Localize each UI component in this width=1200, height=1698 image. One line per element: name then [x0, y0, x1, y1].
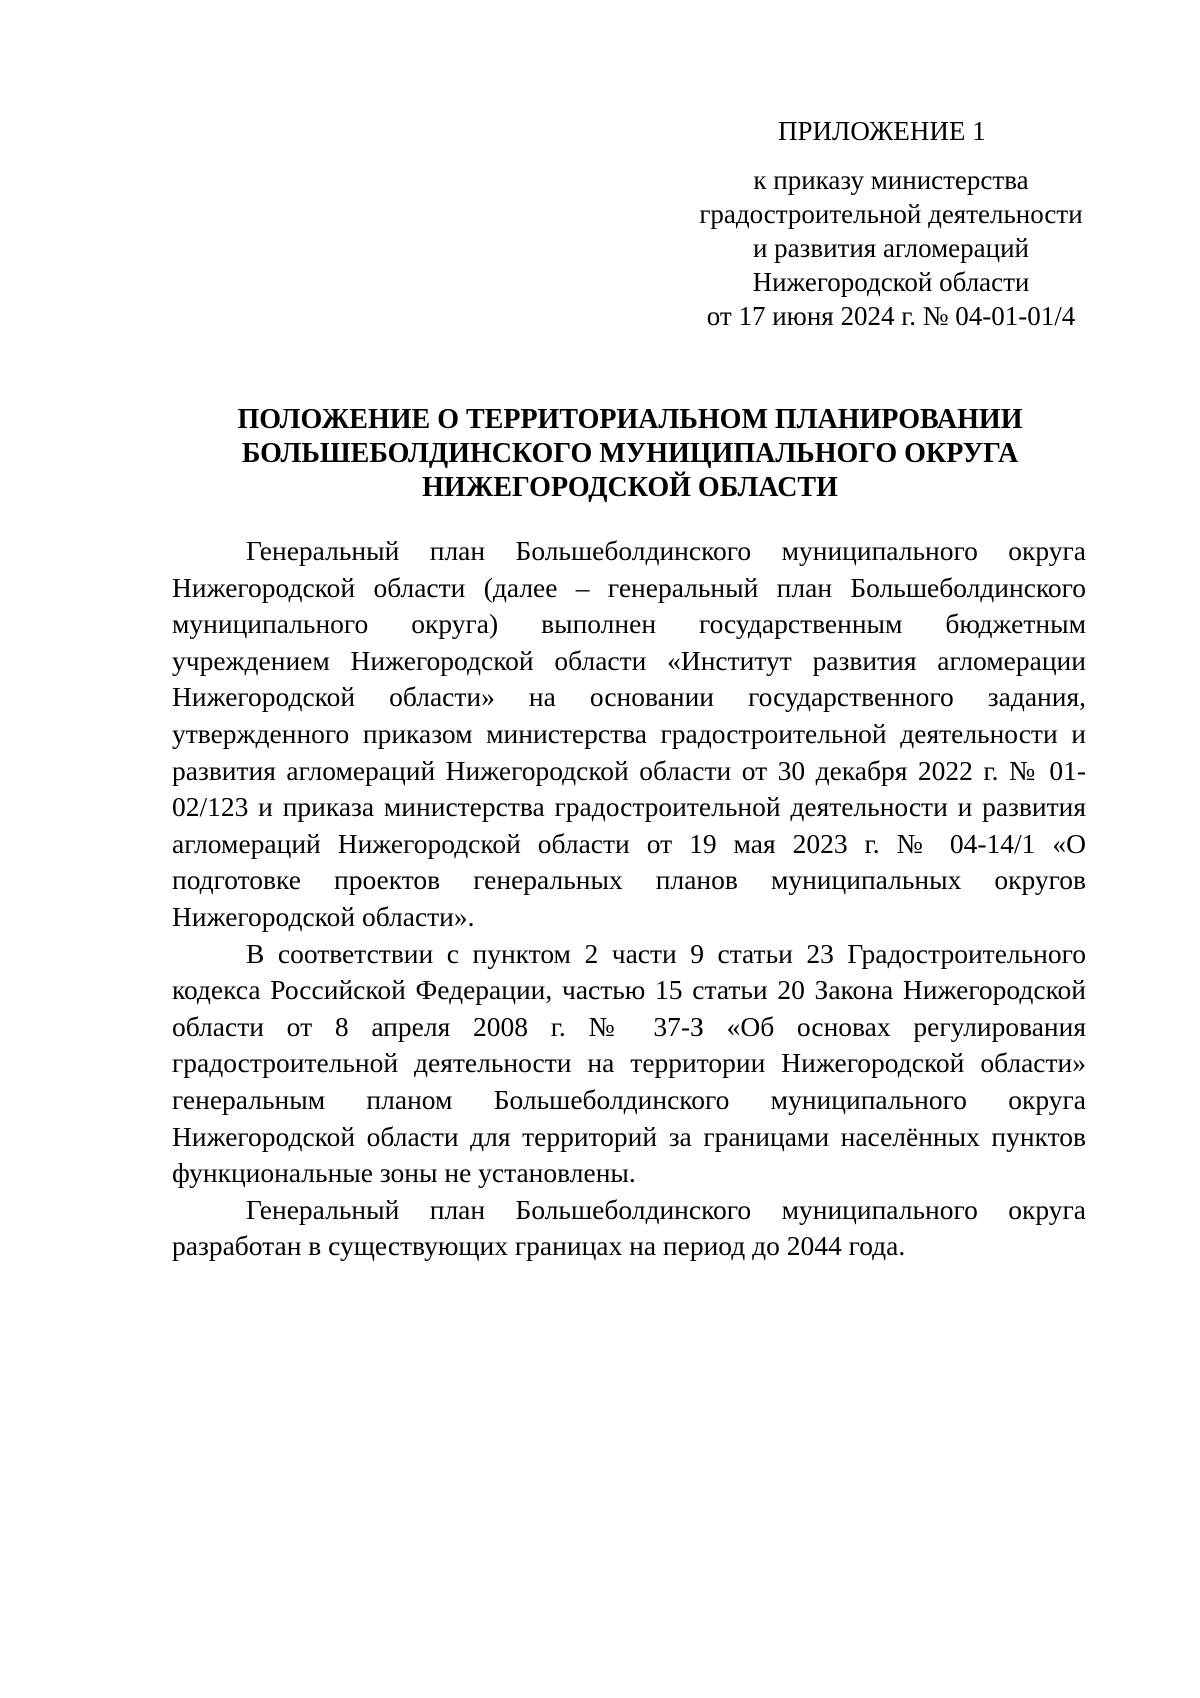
appendix-ref-line: Нижегородской области: [752, 267, 1030, 297]
document-title-line: БОЛЬШЕБОЛДИНСКОГО МУНИЦИПАЛЬНОГО ОКРУГА: [241, 438, 1019, 469]
appendix-reference: [676, 163, 1106, 333]
appendix-title: ПРИЛОЖЕНИЕ 1: [778, 116, 986, 146]
document-title: [170, 403, 1090, 505]
document-title-line: ПОЛОЖЕНИЕ О ТЕРРИТОРИАЛЬНОМ ПЛАНИРОВАНИИ: [237, 404, 1023, 435]
document-title-line: НИЖЕГОРОДСКОЙ ОБЛАСТИ: [422, 472, 838, 503]
body-paragraph: В соответствии с пунктом 2 части 9 статьи 23 Градостроительного кодекса Российской Федерации, частью 15 статьи 20 Закона Нижегородской области от 8 апреля 2008 г. № 37-З «Об основах регулирования градостроительной деятельности на территории Нижегородской области» генеральным планом Большеболдинского муниципального округа Нижегородской области для территорий за границами населённых пунктов функциональные зоны не установлены.: [172, 937, 1086, 1189]
appendix-ref-line: к приказу министерства: [753, 165, 1029, 195]
body-paragraph: Генеральный план Большеболдинского муниципального округа разработан в существующих границах на период до 2044 года.: [172, 1193, 1086, 1262]
document-body: [172, 533, 1086, 1265]
appendix-ref-line: и развития агломераций: [752, 233, 1029, 263]
body-paragraph: Генеральный план Большеболдинского муниципального округа Нижегородской области (далее – генеральный план Большеболдинского муниципального округа) выполнен государственным бюджетным учреждением Нижегородской области «Институт развития агломерации Нижегородской области» на основании государственного задания, утвержденного приказом министерства градостроительной деятельности и развития агломераций Нижегородской области от 30 декабря 2022 г. № 01-02/123 и приказа министерства градостроительной деятельности и развития агломераций Нижегородской области от 19 мая 2023 г. № 04-14/1 «О подготовке проектов генеральных планов муниципальных округов Нижегородской области».: [172, 535, 1086, 932]
appendix-ref-line: градостроительной деятельности: [699, 199, 1083, 229]
appendix-ref-date-number: от 17 июня 2024 г. № 04-01-01/4: [706, 301, 1076, 331]
